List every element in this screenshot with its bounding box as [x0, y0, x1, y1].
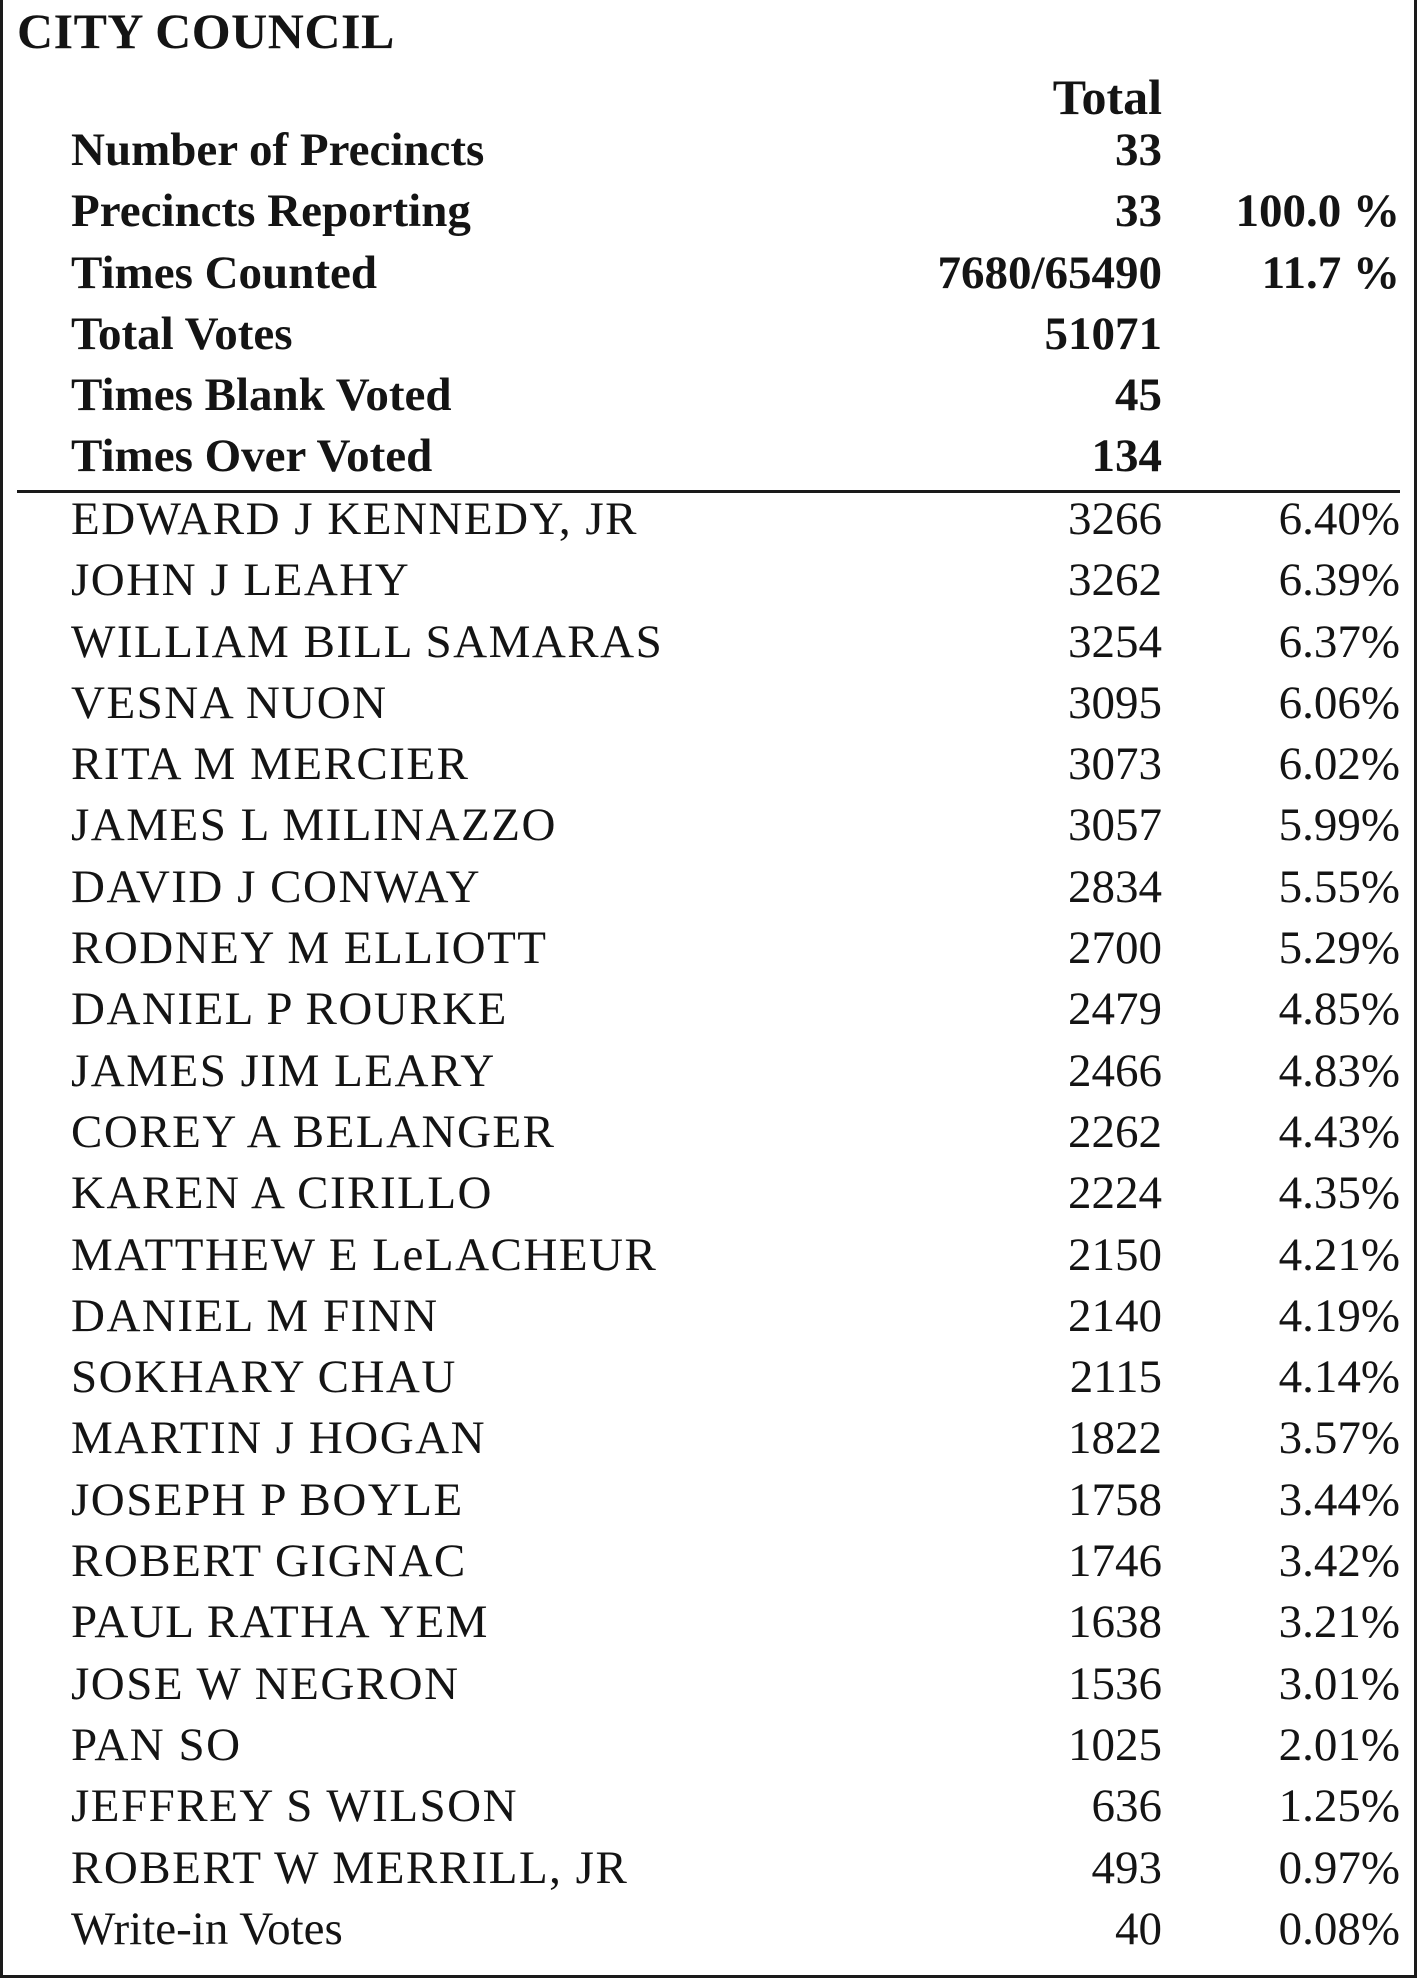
stat-row	[3, 305, 1414, 366]
candidate-votes: 1025	[1068, 1718, 1162, 1771]
stat-row	[3, 366, 1414, 427]
candidate-name: VESNA NUON	[71, 676, 388, 729]
stat-percent: 100.0 %	[1235, 185, 1400, 238]
candidate-name: WILLIAM BILL SAMARAS	[71, 615, 664, 668]
stat-value: 134	[1091, 430, 1162, 483]
stat-label: Precincts Reporting	[71, 185, 471, 238]
candidate-percent: 1.25%	[1278, 1780, 1400, 1833]
candidate-name: DANIEL P ROURKE	[71, 983, 508, 1036]
candidate-row	[3, 674, 1414, 735]
candidate-votes: 3266	[1068, 493, 1162, 545]
candidate-row	[3, 1287, 1414, 1348]
page-title: CITY COUNCIL	[17, 3, 395, 59]
candidate-name: ROBERT GIGNAC	[71, 1535, 467, 1588]
candidate-row	[3, 1716, 1414, 1777]
candidate-votes: 2115	[1069, 1351, 1162, 1404]
candidate-name: DAVID J CONWAY	[71, 860, 482, 913]
candidate-name: EDWARD J KENNEDY, JR	[71, 493, 639, 545]
candidate-percent: 5.55%	[1278, 860, 1400, 913]
candidate-row	[3, 1409, 1414, 1470]
candidate-name: SOKHARY CHAU	[71, 1351, 457, 1404]
candidate-row	[3, 796, 1414, 857]
candidate-name: JOSE W NEGRON	[71, 1657, 460, 1710]
candidate-votes: 2700	[1068, 922, 1162, 975]
candidate-votes: 1638	[1068, 1596, 1162, 1649]
candidate-votes: 1536	[1068, 1657, 1162, 1710]
candidate-name: PAN SO	[71, 1718, 242, 1771]
candidate-percent: 3.21%	[1278, 1596, 1400, 1649]
candidate-percent: 4.14%	[1278, 1351, 1400, 1404]
candidate-percent: 0.97%	[1278, 1841, 1400, 1894]
candidate-name: PAUL RATHA YEM	[71, 1596, 489, 1649]
stat-label: Times Counted	[71, 246, 377, 299]
candidate-votes: 1746	[1068, 1535, 1162, 1588]
candidate-votes: 1758	[1068, 1473, 1162, 1526]
candidate-percent: 4.19%	[1278, 1289, 1400, 1342]
candidate-name: DANIEL M FINN	[71, 1289, 439, 1342]
candidate-percent: 2.01%	[1278, 1718, 1400, 1771]
candidate-row	[3, 1348, 1414, 1409]
stat-value: 51071	[1044, 307, 1162, 360]
candidate-name: RODNEY M ELLIOTT	[71, 922, 548, 975]
candidate-percent: 6.40%	[1278, 493, 1400, 545]
total-column-header: Total	[1052, 69, 1162, 125]
candidate-row	[3, 1042, 1414, 1103]
stat-label: Number of Precincts	[71, 124, 485, 176]
candidate-name: JOHN J LEAHY	[71, 554, 411, 607]
candidate-percent: 4.21%	[1278, 1228, 1400, 1281]
precinct-stats	[3, 121, 1414, 489]
candidate-percent: 6.02%	[1278, 738, 1400, 791]
candidate-votes: 1822	[1068, 1412, 1162, 1465]
write-in-row	[3, 1900, 1414, 1961]
candidate-row	[3, 1655, 1414, 1716]
candidate-votes: 3095	[1068, 676, 1162, 729]
candidate-row	[3, 980, 1414, 1041]
candidate-percent: 6.06%	[1278, 676, 1400, 729]
stat-label: Times Blank Voted	[71, 369, 452, 422]
candidate-percent: 6.37%	[1278, 615, 1400, 668]
stat-value: 7680/65490	[937, 246, 1162, 299]
stat-label: Times Over Voted	[71, 430, 433, 483]
candidate-row	[3, 1103, 1414, 1164]
candidate-name: MARTIN J HOGAN	[71, 1412, 487, 1465]
stat-percent: 11.7 %	[1261, 246, 1400, 299]
candidate-row	[3, 1777, 1414, 1838]
candidate-votes: 2262	[1068, 1105, 1162, 1158]
candidate-percent: 3.42%	[1278, 1535, 1400, 1588]
candidate-percent: 4.85%	[1278, 983, 1400, 1036]
candidate-name: ROBERT W MERRILL, JR	[71, 1841, 629, 1894]
candidate-name: JAMES L MILINAZZO	[71, 799, 557, 852]
candidate-percent: 6.39%	[1278, 554, 1400, 607]
candidate-votes: 2466	[1068, 1044, 1162, 1097]
candidate-votes: 2140	[1068, 1289, 1162, 1342]
candidate-name: COREY A BELANGER	[71, 1105, 556, 1158]
stat-value: 33	[1115, 124, 1162, 176]
candidate-percent: 4.43%	[1278, 1105, 1400, 1158]
candidate-percent: 4.35%	[1278, 1167, 1400, 1220]
candidate-votes: 2834	[1068, 860, 1162, 913]
candidate-percent: 3.01%	[1278, 1657, 1400, 1710]
candidate-votes: 493	[1091, 1841, 1162, 1894]
candidate-percent: 5.29%	[1278, 922, 1400, 975]
stat-row	[3, 121, 1414, 182]
candidate-row	[3, 613, 1414, 674]
candidate-row	[3, 551, 1414, 612]
candidate-row	[3, 1164, 1414, 1225]
stat-label: Total Votes	[71, 307, 293, 360]
stat-row	[3, 182, 1414, 243]
candidate-percent: 0.08%	[1278, 1902, 1400, 1955]
candidate-votes: 2479	[1068, 983, 1162, 1036]
candidate-percent: 5.99%	[1278, 799, 1400, 852]
candidate-name: JEFFREY S WILSON	[71, 1780, 519, 1833]
candidate-votes: 3262	[1068, 554, 1162, 607]
stat-value: 33	[1115, 185, 1162, 238]
candidate-row	[3, 1471, 1414, 1532]
candidate-votes: 2224	[1068, 1167, 1162, 1220]
candidate-votes: 40	[1115, 1902, 1162, 1955]
candidate-votes: 2150	[1068, 1228, 1162, 1281]
candidate-votes: 636	[1091, 1780, 1162, 1833]
candidate-percent: 3.44%	[1278, 1473, 1400, 1526]
candidate-votes: 3254	[1068, 615, 1162, 668]
candidate-name: JAMES JIM LEARY	[71, 1044, 496, 1097]
candidate-votes: 3057	[1068, 799, 1162, 852]
candidate-row	[3, 1593, 1414, 1654]
candidate-row	[3, 735, 1414, 796]
stat-row	[3, 244, 1414, 305]
candidate-row	[3, 1839, 1414, 1900]
stat-row	[3, 427, 1414, 488]
candidate-percent: 3.57%	[1278, 1412, 1400, 1465]
candidate-name: RITA M MERCIER	[71, 738, 470, 791]
candidate-votes: 3073	[1068, 738, 1162, 791]
candidate-row	[3, 1532, 1414, 1593]
candidate-list	[3, 490, 1414, 1961]
candidate-row	[3, 490, 1414, 551]
stat-value: 45	[1115, 369, 1162, 422]
candidate-row	[3, 858, 1414, 919]
candidate-name: MATTHEW E LeLACHEUR	[71, 1228, 658, 1281]
candidate-name: KAREN A CIRILLO	[71, 1167, 493, 1220]
candidate-name: Write-in Votes	[71, 1902, 343, 1955]
candidate-row	[3, 919, 1414, 980]
candidate-percent: 4.83%	[1278, 1044, 1400, 1097]
candidate-row	[3, 1226, 1414, 1287]
candidate-name: JOSEPH P BOYLE	[71, 1473, 464, 1526]
